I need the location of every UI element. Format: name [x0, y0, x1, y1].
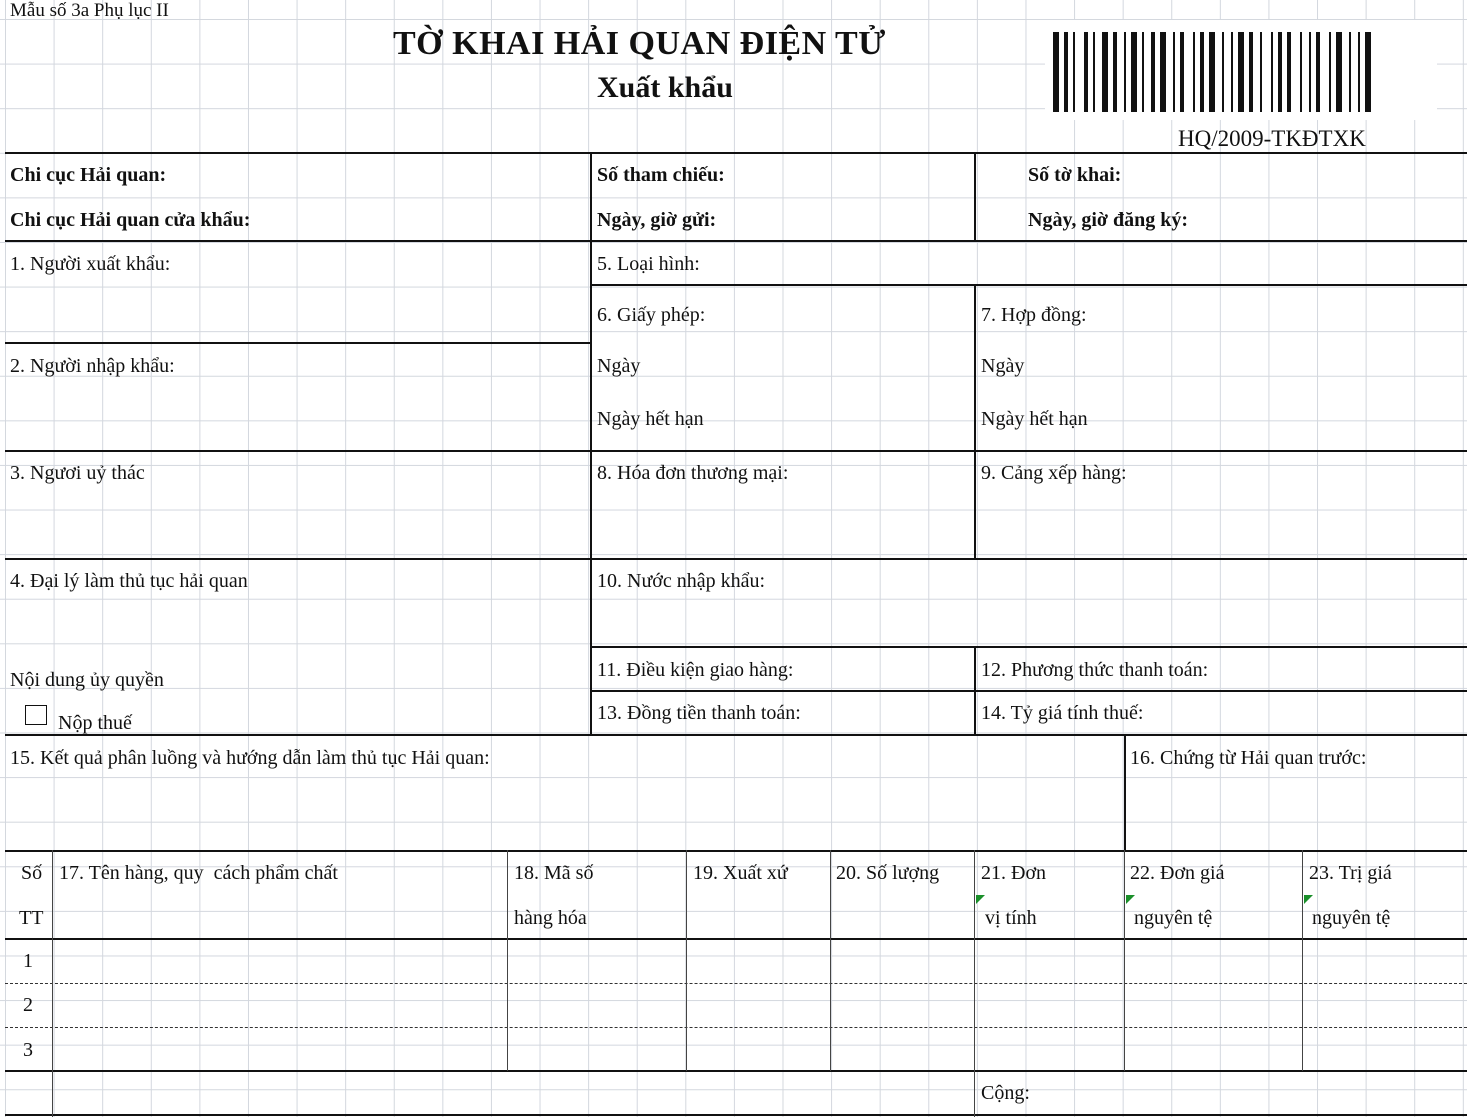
comment-marker: [976, 895, 985, 904]
field-3-nguoi-uy-thac: 3. Ngươi uỷ thác: [10, 462, 145, 484]
label-ngay-gio-gui: Ngày, giờ gửi:: [597, 209, 717, 231]
label-chi-cuc-cua-khau: Chi cục Hải quan cửa khẩu:: [10, 209, 251, 231]
col-23-line2: nguyên tệ: [1312, 907, 1391, 929]
field-15-ket-qua-phan-luong: 15. Kết quả phân luồng và hướng dẫn làm thủ tục Hải quan:: [10, 747, 490, 769]
form-subtitle: Xuất khẩu: [597, 71, 733, 104]
field-7-ngay: Ngày: [981, 355, 1025, 377]
label-so-tham-chieu: Số tham chiếu:: [597, 164, 725, 186]
field-7-hop-dong: 7. Hợp đồng:: [981, 304, 1087, 326]
col-stt-line2: TT: [19, 907, 44, 929]
field-12-phuong-thuc-thanh-toan: 12. Phương thức thanh toán:: [981, 659, 1209, 681]
form-code: HQ/2009-TKĐTXK: [1178, 126, 1366, 151]
form-title: TỜ KHAI HẢI QUAN ĐIỆN TỬ: [393, 25, 886, 62]
field-9-cang-xep-hang: 9. Cảng xếp hàng:: [981, 462, 1127, 484]
label-ngay-gio-dang-ky: Ngày, giờ đăng ký:: [1028, 209, 1188, 231]
field-6-giay-phep: 6. Giấy phép:: [597, 304, 706, 326]
comment-marker: [1304, 895, 1313, 904]
field-16-chung-tu-truoc: 16. Chứng từ Hải quan trước:: [1130, 747, 1367, 769]
col-stt-line1: Số: [21, 862, 43, 884]
field-7-ngay-het-han: Ngày hết hạn: [981, 408, 1088, 430]
label-so-to-khai: Số tờ khai:: [1028, 164, 1122, 186]
field-4-dai-ly: 4. Đại lý làm thủ tục hải quan: [10, 570, 248, 592]
col-21-line2: vị tính: [985, 907, 1037, 929]
label-chi-cuc-hai-quan: Chi cục Hải quan:: [10, 164, 167, 186]
field-14-ty-gia: 14. Tỷ giá tính thuế:: [981, 702, 1144, 724]
field-10-nuoc-nhap-khau: 10. Nước nhập khẩu:: [597, 570, 766, 592]
field-6-ngay-het-han: Ngày hết hạn: [597, 408, 704, 430]
col-17-ten-hang: 17. Tên hàng, quy cách phẩm chất: [59, 862, 338, 884]
col-18-line2: hàng hóa: [514, 907, 587, 929]
col-23-line1: 23. Trị giá: [1309, 862, 1392, 884]
checkbox-nop-thue[interactable]: [25, 705, 47, 725]
col-19-xuat-xu: 19. Xuất xứ: [693, 862, 788, 884]
col-18-line1: 18. Mã số: [514, 862, 594, 884]
col-21-line1: 21. Đơn: [981, 862, 1047, 884]
barcode-image: [1045, 20, 1437, 120]
col-22-line1: 22. Đơn giá: [1130, 862, 1225, 884]
form-reference: Mẫu số 3a Phụ lục II: [10, 0, 169, 21]
field-8-hoa-don: 8. Hóa đơn thương mại:: [597, 462, 789, 484]
field-11-dieu-kien-giao-hang: 11. Điều kiện giao hàng:: [597, 659, 794, 681]
col-22-line2: nguyên tệ: [1134, 907, 1213, 929]
label-cong-total: Cộng:: [981, 1082, 1030, 1104]
row-number: 1: [23, 950, 33, 972]
col-20-so-luong: 20. Số lượng: [836, 862, 940, 884]
row-number: 3: [23, 1039, 33, 1061]
label-nop-thue: Nộp thuế: [58, 712, 132, 734]
field-6-ngay: Ngày: [597, 355, 641, 377]
comment-marker: [1126, 895, 1135, 904]
label-noi-dung-uy-quyen: Nội dung ủy quyền: [10, 669, 164, 691]
field-1-nguoi-xuat-khau: 1. Người xuất khẩu:: [10, 253, 171, 275]
row-number: 2: [23, 994, 33, 1016]
field-2-nguoi-nhap-khau: 2. Người nhập khẩu:: [10, 355, 175, 377]
field-5-loai-hinh: 5. Loại hình:: [597, 253, 700, 275]
field-13-dong-tien: 13. Đồng tiền thanh toán:: [597, 702, 801, 724]
